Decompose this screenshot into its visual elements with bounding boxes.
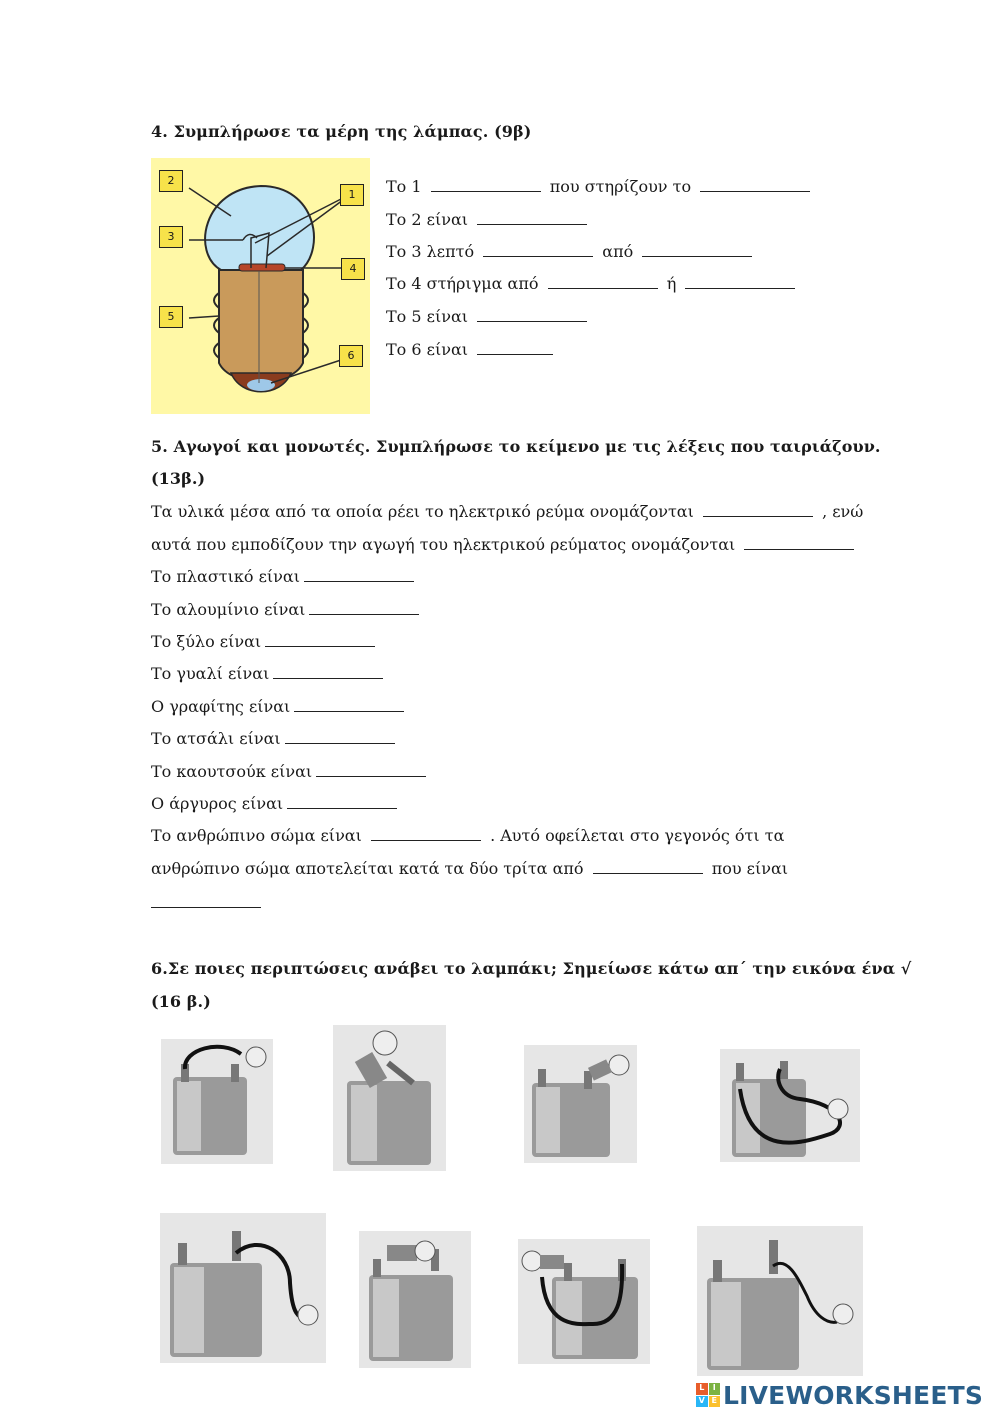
blank-5[interactable] bbox=[477, 320, 587, 322]
q5-body-2: ανθρώπινο σώμα αποτελείται κατά τα δύο τρίτα από που είναι bbox=[151, 859, 789, 878]
blank-item[interactable] bbox=[294, 710, 404, 712]
blank-3b[interactable] bbox=[642, 255, 752, 257]
circuit-image-8 bbox=[697, 1226, 863, 1376]
q5-item: Το γυαλί είναι bbox=[151, 664, 387, 683]
blank-insulators[interactable] bbox=[744, 548, 854, 550]
blank-4b[interactable] bbox=[685, 287, 795, 289]
liveworksheets-logo bbox=[696, 1380, 983, 1410]
blank-item[interactable] bbox=[316, 775, 426, 777]
blank-1a[interactable] bbox=[431, 190, 541, 192]
q6-title: 6.Σε ποιες περιπτώσεις ανάβει το λαμπάκι; Σημείωσε κάτω απ΄ την εικόνα ένα √ bbox=[151, 959, 912, 978]
blank-4a[interactable] bbox=[548, 287, 658, 289]
q5-item: Ο άργυρος είναι bbox=[151, 794, 401, 813]
circuit-image-1 bbox=[161, 1039, 273, 1164]
blank-item[interactable] bbox=[309, 613, 419, 615]
q4-line-3: Το 3 λεπτό από bbox=[386, 242, 756, 261]
circuit-image-2 bbox=[333, 1025, 446, 1171]
q5-title: 5. Αγωγοί και μονωτές. Συμπλήρωσε το κείμενο με τις λέξεις που ταιριάζουν. bbox=[151, 437, 881, 456]
q5-intro-2: αυτά που εμποδίζουν την αγωγή του ηλεκτρικού ρεύματος ονομάζονται bbox=[151, 535, 858, 554]
q4-line-5: Το 5 είναι bbox=[386, 307, 591, 326]
q4-line-1: Το 1 που στηρίζουν το bbox=[386, 177, 814, 196]
blank-item[interactable] bbox=[273, 677, 383, 679]
label-6: 6 bbox=[339, 345, 363, 367]
q5-item: Ο γραφίτης είναι bbox=[151, 697, 408, 716]
q5-item: Το ατσάλι είναι bbox=[151, 729, 399, 748]
q5-item: Το πλαστικό είναι bbox=[151, 567, 418, 586]
label-2: 2 bbox=[159, 170, 183, 192]
label-4: 4 bbox=[341, 258, 365, 280]
logo-mark-icon: L I V E bbox=[696, 1383, 720, 1407]
q5-intro-1: Τα υλικά μέσα από τα οποία ρέει το ηλεκτρικό ρεύμα ονομάζονται , ενώ bbox=[151, 502, 864, 521]
blank-2[interactable] bbox=[477, 223, 587, 225]
q6-points: (16 β.) bbox=[151, 992, 211, 1011]
circuit-image-6 bbox=[359, 1231, 471, 1368]
q4-line-4: Το 4 στήριγμα από ή bbox=[386, 274, 799, 293]
blank-last[interactable] bbox=[151, 907, 261, 908]
circuit-image-3 bbox=[524, 1045, 637, 1163]
logo-text: LIVEWORKSHEETS bbox=[723, 1380, 984, 1410]
blank-item[interactable] bbox=[287, 807, 397, 809]
blank-3a[interactable] bbox=[483, 255, 593, 257]
blank-item[interactable] bbox=[304, 580, 414, 582]
q4-line-6: Το 6 είναι bbox=[386, 340, 557, 359]
q4-title: 4. Συμπλήρωσε τα μέρη της λάμπας. (9β) bbox=[151, 122, 532, 141]
q5-body-1: Το ανθρώπινο σώμα είναι . Αυτό οφείλεται στο γεγονός ότι τα bbox=[151, 826, 785, 845]
blank-6[interactable] bbox=[477, 353, 553, 355]
q5-item: Το ξύλο είναι bbox=[151, 632, 379, 651]
circuit-image-7 bbox=[518, 1239, 650, 1364]
label-5: 5 bbox=[159, 306, 183, 328]
q5-item: Το αλουμίνιο είναι bbox=[151, 600, 423, 619]
blank-body[interactable] bbox=[371, 839, 481, 841]
q5-item: Το καουτσούκ είναι bbox=[151, 762, 430, 781]
blank-item[interactable] bbox=[265, 645, 375, 647]
q5-points: (13β.) bbox=[151, 469, 206, 488]
label-1: 1 bbox=[340, 184, 364, 206]
blank-item[interactable] bbox=[285, 742, 395, 744]
lightbulb-illustration bbox=[151, 158, 370, 414]
blank-water[interactable] bbox=[593, 872, 703, 874]
label-3: 3 bbox=[159, 226, 183, 248]
bulb-diagram bbox=[151, 158, 370, 414]
circuit-image-5 bbox=[160, 1213, 326, 1363]
q4-line-2: Το 2 είναι bbox=[386, 210, 591, 229]
blank-conductors[interactable] bbox=[703, 515, 813, 517]
blank-1b[interactable] bbox=[700, 190, 810, 192]
circuit-image-4 bbox=[720, 1049, 860, 1162]
